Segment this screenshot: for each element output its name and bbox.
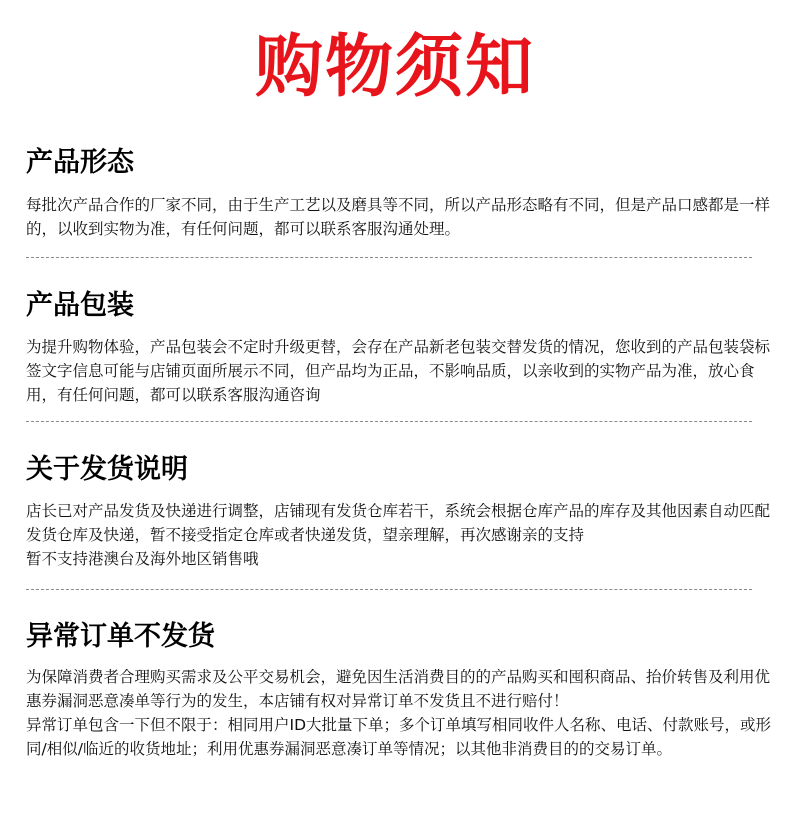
section-body: [26, 665, 776, 761]
section-heading: 产品形态: [26, 147, 134, 178]
section-product-packaging: [26, 289, 776, 407]
section-body: [26, 499, 776, 571]
section-heading: 异常订单不发货: [26, 621, 215, 652]
section-paragraph: 暂不支持港澳台及海外地区销售哦: [26, 550, 259, 568]
dashed-divider: [26, 589, 752, 590]
section-abnormal-orders: [26, 620, 776, 761]
dashed-divider: [26, 421, 752, 422]
section-paragraph: 为提升购物体验，产品包装会不定时升级更替，会存在产品新老包装交替发货的情况，您收到的产品包装袋标签文字信息可能与店铺页面所展示不同，但产品均为正品，不影响品质，以亲收到的实物产品为准，放心食用，有任何问题，都可以联系客服沟通咨询: [26, 338, 771, 404]
page-title: 购物须知: [254, 28, 535, 107]
dashed-divider: [26, 257, 752, 258]
section-product-form: [26, 146, 776, 241]
section-body: [26, 193, 776, 241]
section-paragraph: 异常订单包含一下但不限于：相同用户ID大批量下单；多个订单填写相同收件人名称、电话、付款账号，或形同/相似/临近的收货地址；利用优惠券漏洞恶意凑订单等情况；以其他非消费目的的交易订单。: [26, 716, 772, 758]
section-paragraph: 店长已对产品发货及快递进行调整，店铺现有发货仓库若干，系统会根据仓库产品的库存及其他因素自动匹配发货仓库及快递，暂不接受指定仓库或者快递发货，望亲理解，再次感谢亲的支持: [26, 502, 771, 544]
section-shipping-notes: [26, 453, 776, 571]
section-paragraph: 为保障消费者合理购买需求及公平交易机会，避免因生活消费目的的产品购买和囤积商品、抬价转售及利用优惠券漏洞恶意凑单等行为的发生，本店铺有权对异常订单不发货且不进行赔付！: [26, 668, 771, 710]
section-paragraph: 每批次产品合作的厂家不同，由于生产工艺以及磨具等不同，所以产品形态略有不同，但是产品口感都是一样的，以收到实物为准，有任何问题，都可以联系客服沟通处理。: [26, 196, 771, 238]
section-body: [26, 335, 776, 407]
section-heading: 关于发货说明: [26, 454, 188, 485]
section-heading: 产品包装: [26, 290, 134, 321]
